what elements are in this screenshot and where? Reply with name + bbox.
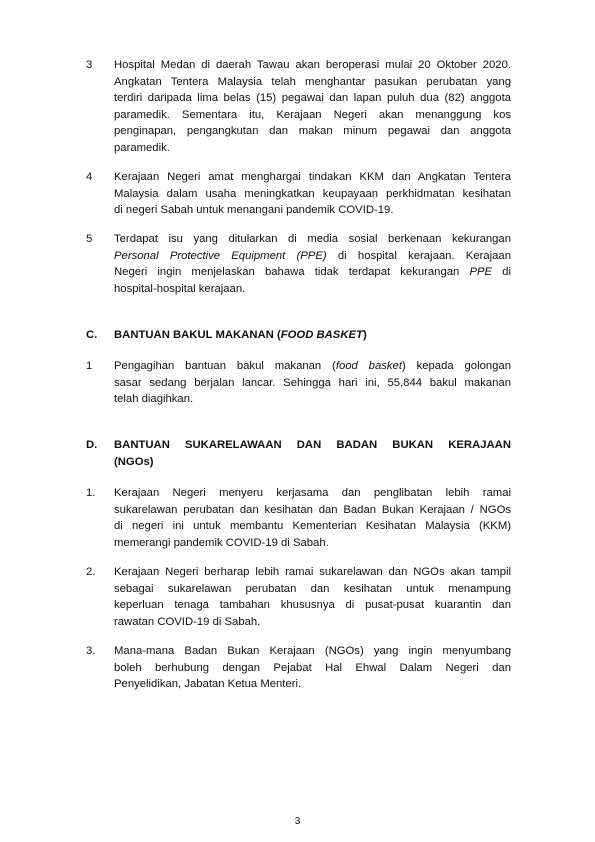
paragraph-text xyxy=(114,485,511,551)
text-segment: BANTUAN BAKUL MAKANAN ( xyxy=(114,329,281,341)
paragraph-text xyxy=(114,358,511,408)
paragraph-text xyxy=(114,643,511,693)
text-line xyxy=(114,358,511,375)
paragraph-number: 3 xyxy=(86,59,93,71)
italic-term: food basket xyxy=(335,360,402,372)
title-line: BANTUAN SUKARELAWAAN DAN BADAN BUKAN KERAJAAN xyxy=(114,439,511,451)
text-line: sebagai sukarelawan perubatan dan kesihatan untuk menampung xyxy=(114,582,511,595)
paragraph-number: 5 xyxy=(86,233,93,245)
text-line: memerangi pandemik COVID-19 di Sabah. xyxy=(114,536,329,549)
text-segment: ) kepada golongan xyxy=(401,360,511,372)
text-line: Penyelidikan, Jabatan Ketua Menteri. xyxy=(114,678,302,691)
italic-term: PPE xyxy=(469,266,493,279)
italic-term: Personal Protective Equipment (PPE) xyxy=(114,249,327,262)
text-line: telah diagihkan. xyxy=(114,393,194,406)
text-line: di negeri Sabah untuk menangani pandemik COVID-19. xyxy=(114,204,394,217)
title-line: (NGOs) xyxy=(114,455,154,468)
text-line: terdiri daripada lima belas (15) pegawai dan lapan puluh dua (82) anggota xyxy=(114,92,511,105)
text-line: Malaysia dalam usaha meningkatkan keupayaan perkhidmatan kesihatan xyxy=(114,187,511,200)
paragraph-number: 1. xyxy=(86,487,96,499)
text-segment: ) xyxy=(362,329,367,341)
text-line: Angkatan Tentera Malaysia telah menghantar pasukan perubatan yang xyxy=(114,75,511,88)
text-line: paramedik. Sementara itu, Kerajaan Negeri akan menanggung kos xyxy=(114,108,511,121)
text-line: paramedik. xyxy=(114,141,170,154)
text-line: Kerajaan Negeri menyeru kerjasama dan penglibatan lebih ramai xyxy=(114,487,511,499)
text-line: di negeri ini untuk membantu Kementerian Kesihatan Malaysia (KKM) xyxy=(114,520,511,533)
text-line: Kerajaan Negeri amat menghargai tindakan KKM dan Angkatan Tentera xyxy=(114,171,511,183)
paragraph-number: 1 xyxy=(86,360,93,372)
section-letter: D. xyxy=(86,439,98,451)
text-line: sasar sedang berjalan lancar. Sehingga hari ini, 55,844 bakul makanan xyxy=(114,376,511,389)
text-line: boleh berhubung dengan Pejabat Hal Ehwal Dalam Negeri dan xyxy=(114,661,511,674)
text-line: Terdapat isu yang ditularkan di media sosial berkenaan kekurangan xyxy=(114,233,511,245)
text-line: Hospital Medan di daerah Tawau akan beroperasi mulai 20 Oktober 2020. xyxy=(114,59,511,71)
text-line: Kerajaan Negeri berharap lebih ramai sukarelawan dan NGOs akan tampil xyxy=(114,566,511,578)
text-segment: Pengagihan bantuan bakul makanan ( xyxy=(114,360,336,372)
text-line: keperluan tenaga tambahan khususnya di pusat-pusat kuarantin dan xyxy=(114,599,511,612)
page-number: 3 xyxy=(294,816,301,827)
text-line xyxy=(114,264,511,281)
text-line: rawatan COVID-19 di Sabah. xyxy=(114,615,261,628)
text-line: Mana-mana Badan Bukan Kerajaan (NGOs) yang ingin menyumbang xyxy=(114,645,511,657)
section-title xyxy=(114,437,511,470)
paragraph-text xyxy=(114,169,511,219)
paragraph-text xyxy=(114,231,511,297)
section-title xyxy=(114,327,511,344)
text-line: hospital-hospital kerajaan. xyxy=(114,282,246,295)
paragraph-number: 2. xyxy=(86,566,96,578)
paragraph-number: 3. xyxy=(86,645,96,657)
section-letter: C. xyxy=(86,329,98,341)
text-line: sukarelawan perubatan dan kesihatan dan Badan Bukan Kerajaan / NGOs xyxy=(114,503,511,516)
text-segment: Negeri ingin menjelaskan bahawa tidak terdapat kekurangan xyxy=(114,266,470,279)
text-segment: di hospital kerajaan. Kerajaan xyxy=(326,249,512,262)
text-segment: di xyxy=(492,266,511,279)
title-line xyxy=(114,327,511,344)
paragraph-number: 4 xyxy=(86,171,93,183)
text-line: penginapan, pengangkutan dan makan minum pegawai dan anggota xyxy=(114,125,511,138)
italic-term: FOOD BASKET xyxy=(280,329,363,341)
text-line xyxy=(114,248,511,265)
paragraph-text xyxy=(114,57,511,157)
paragraph-text xyxy=(114,564,511,630)
